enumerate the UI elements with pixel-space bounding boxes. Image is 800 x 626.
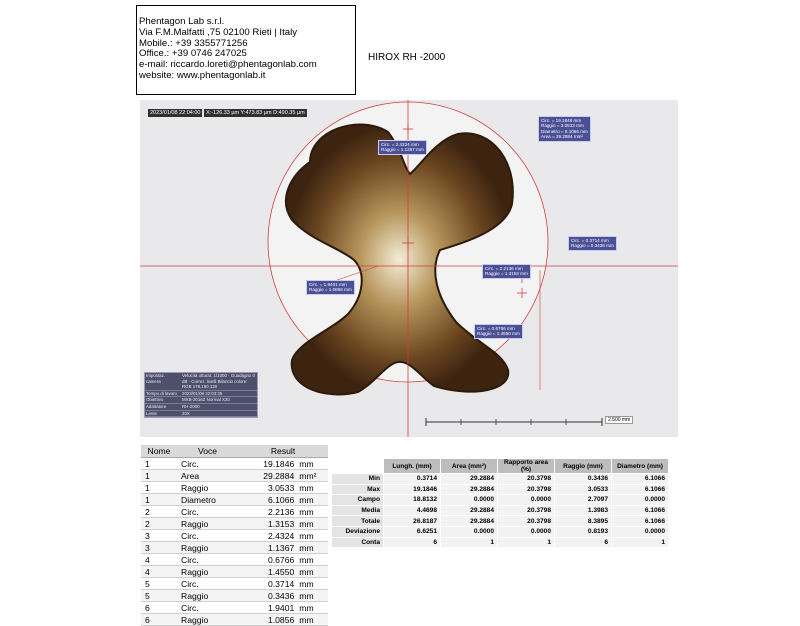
- table-row: [141, 566, 328, 578]
- row-label: Totale: [332, 516, 384, 527]
- tag-line: Raggio = 1.0856 mm: [309, 287, 352, 293]
- table-row: [141, 602, 328, 614]
- stat-cell: 1: [612, 537, 669, 548]
- column-header-area: Area (mm²): [441, 459, 498, 474]
- measurement-tag-4: [482, 264, 531, 279]
- cell-nome: 2: [141, 518, 177, 530]
- table-row: [332, 495, 669, 506]
- cell-voce: Circ.: [177, 530, 238, 542]
- cell-unit: mm: [296, 590, 328, 602]
- cell-nome: 5: [141, 590, 177, 602]
- cell-voce: Circ.: [177, 458, 238, 470]
- cell-value: 0.3714: [238, 578, 296, 590]
- tag-line: Raggio = 1.1367 mm: [381, 147, 424, 153]
- column-header-voce: Voce: [177, 445, 238, 458]
- cell-value: 6.1066: [238, 494, 296, 506]
- statistics-table-header: [332, 459, 669, 474]
- tag-line: Circ. = 19.1846 mm: [541, 118, 582, 123]
- stat-cell: 8.3895: [555, 516, 612, 527]
- results-table-header: [141, 445, 328, 458]
- stat-cell: 20.3798: [498, 474, 555, 485]
- measurement-tag-1: [538, 116, 591, 142]
- results-table: [141, 445, 328, 626]
- stat-cell: 29.2884: [441, 505, 498, 516]
- meta-key: Obiettivo: [146, 397, 164, 403]
- column-header-radius: Raggio (mm): [555, 459, 612, 474]
- stat-cell: 2.7097: [555, 495, 612, 506]
- stat-cell: 0.3436: [555, 474, 612, 485]
- stat-cell: 18.8132: [384, 495, 441, 506]
- cell-voce: Area: [177, 470, 238, 482]
- cell-unit: mm: [296, 542, 328, 554]
- cell-voce: Raggio: [177, 518, 238, 530]
- company-name: Phentagon Lab s.r.l.: [139, 16, 225, 27]
- table-row: [141, 530, 328, 542]
- table-row: [332, 505, 669, 516]
- stat-cell: 0.8193: [555, 526, 612, 537]
- cell-voce: Circ.: [177, 506, 238, 518]
- table-row: [332, 484, 669, 495]
- stat-cell: 1.3983: [555, 505, 612, 516]
- cell-nome: 6: [141, 614, 177, 626]
- stat-cell: 20.3798: [498, 484, 555, 495]
- contact-header-box: [136, 5, 356, 95]
- cell-voce: Circ.: [177, 578, 238, 590]
- stat-cell: 0.0000: [612, 495, 669, 506]
- cell-value: 29.2884: [238, 470, 296, 482]
- cell-nome: 2: [141, 506, 177, 518]
- tag-line: Raggio = 1.4550 mm: [477, 331, 520, 337]
- stat-cell: 0.0000: [612, 526, 669, 537]
- column-header-length: Lungh. (mm): [384, 459, 441, 474]
- stat-cell: 3.0533: [555, 484, 612, 495]
- cell-nome: 3: [141, 530, 177, 542]
- microscope-model: HIROX RH -2000: [368, 52, 446, 63]
- meta-key: Tempo di lavoro: [146, 390, 177, 396]
- stat-cell: 6.1066: [612, 505, 669, 516]
- table-row: [141, 518, 328, 530]
- column-header-area-ratio: Rapporto area (%): [498, 459, 555, 474]
- table-row: [141, 542, 328, 554]
- measurement-tag-3: [568, 236, 617, 251]
- cell-value: 3.0533: [238, 482, 296, 494]
- stat-cell: 0.0000: [498, 495, 555, 506]
- measurement-tag-5: [306, 280, 355, 295]
- table-row: [141, 458, 328, 470]
- stat-cell: 29.2884: [441, 474, 498, 485]
- meta-value: 20X: [182, 410, 190, 416]
- cell-voce: Raggio: [177, 542, 238, 554]
- cell-unit: mm: [296, 506, 328, 518]
- cell-voce: Circ.: [177, 602, 238, 614]
- table-row: [332, 474, 669, 485]
- table-row: [141, 554, 328, 566]
- cell-unit: mm: [296, 602, 328, 614]
- row-label: Campo: [332, 495, 384, 506]
- stat-cell: 19.1846: [384, 484, 441, 495]
- tag-line: Raggio = 0.3436 mm: [571, 243, 614, 249]
- cell-value: 2.2136: [238, 506, 296, 518]
- stat-cell: 0.0000: [498, 526, 555, 537]
- tag-line: Raggio = 3.0533 mm: [541, 123, 584, 129]
- cell-nome: 1: [141, 482, 177, 494]
- stat-cell: 6.1066: [612, 516, 669, 527]
- row-label: Max: [332, 484, 384, 495]
- cell-value: 1.9401: [238, 602, 296, 614]
- scale-bar: [426, 418, 602, 426]
- stat-cell: 29.2884: [441, 484, 498, 495]
- stat-cell: 6.1066: [612, 474, 669, 485]
- cell-nome: 4: [141, 554, 177, 566]
- meta-value: Velocità otturat. 1/1000 · Guadagno 0 dB · Correz. livelli Bilancio colore: RGB 178,150,130: [182, 373, 255, 390]
- stat-cell: 0.0000: [441, 495, 498, 506]
- company-website: website: www.phentagonlab.it: [139, 69, 266, 81]
- cell-unit: mm: [296, 494, 328, 506]
- cell-unit: mm: [296, 518, 328, 530]
- meta-key: Lente: [146, 410, 157, 416]
- cell-value: 19.1846: [238, 458, 296, 470]
- stat-cell: 4.4698: [384, 505, 441, 516]
- cell-nome: 6: [141, 602, 177, 614]
- table-row: [332, 526, 669, 537]
- row-label: Conta: [332, 537, 384, 548]
- cell-value: 0.3436: [238, 590, 296, 602]
- cell-voce: Raggio: [177, 566, 238, 578]
- stat-cell: 20.3798: [498, 516, 555, 527]
- scale-bar-label: 2.500 mm: [605, 416, 633, 424]
- stat-cell: 1: [498, 537, 555, 548]
- stat-cell: 20.3798: [498, 505, 555, 516]
- column-header-diameter: Diametro (mm): [612, 459, 669, 474]
- cell-voce: Raggio: [177, 590, 238, 602]
- tag-line: Circ. = 1.9401 mm: [309, 282, 347, 287]
- tag-line: Circ. = 0.6766 mm: [477, 326, 515, 331]
- microscope-image: [140, 100, 678, 437]
- cell-nome: 1: [141, 470, 177, 482]
- cell-unit: mm: [296, 614, 328, 626]
- measurement-tag-2: [378, 140, 427, 155]
- cell-voce: Diametro: [177, 494, 238, 506]
- cursor-coordinates: X:-126.33 µm Y:473.83 µm D:490.35 µm: [206, 110, 305, 116]
- cell-value: 1.4550: [238, 566, 296, 578]
- cell-nome: 1: [141, 494, 177, 506]
- meta-key: Adattatore: [146, 403, 167, 409]
- stat-cell: 1: [441, 537, 498, 548]
- cell-unit: mm: [296, 554, 328, 566]
- stat-cell: 6.1066: [612, 484, 669, 495]
- row-label: Media: [332, 505, 384, 516]
- measurement-tag-6: [474, 324, 523, 339]
- table-row: [141, 470, 328, 482]
- cell-value: 2.4324: [238, 530, 296, 542]
- table-row: [141, 506, 328, 518]
- row-label: Deviazione: [332, 526, 384, 537]
- cell-unit: mm: [296, 482, 328, 494]
- cell-nome: 5: [141, 578, 177, 590]
- company-mobile: Mobile.: +39 3355771256: [139, 37, 248, 49]
- cell-value: 1.1367: [238, 542, 296, 554]
- company-email: e-mail: riccardo.loreti@phentagonlab.com: [139, 59, 317, 71]
- table-row: [141, 614, 328, 626]
- tag-line: Circ. = 2.4324 mm: [381, 142, 419, 147]
- capture-timestamp: 2023/01/08 22:04:00: [150, 110, 201, 116]
- cell-value: 1.3153: [238, 518, 296, 530]
- row-label: Min: [332, 474, 384, 485]
- column-header-result: Result: [238, 445, 328, 458]
- table-row: [332, 537, 669, 548]
- cell-voce: Circ.: [177, 554, 238, 566]
- meta-value: 2023/01/08 22:03:35: [182, 390, 223, 396]
- tag-line: Circ. = 2.2136 mm: [485, 266, 523, 271]
- stat-cell: 29.2884: [441, 516, 498, 527]
- cell-voce: Raggio: [177, 614, 238, 626]
- cell-voce: Raggio: [177, 482, 238, 494]
- statistics-table: [331, 458, 669, 548]
- capture-settings-panel: [144, 372, 258, 418]
- table-row: [141, 578, 328, 590]
- stats-corner-cell: [332, 459, 384, 474]
- cell-unit: mm: [296, 530, 328, 542]
- column-header-nome: Nome: [141, 445, 177, 458]
- table-row: [141, 494, 328, 506]
- tag-line: Raggio = 1.3153 mm: [485, 271, 528, 277]
- cell-unit: mm: [296, 458, 328, 470]
- cell-nome: 3: [141, 542, 177, 554]
- tag-line: Area = 29.2884 mm²: [541, 134, 584, 140]
- stat-cell: 0.3714: [384, 474, 441, 485]
- stat-cell: 26.8187: [384, 516, 441, 527]
- cell-value: 1.0856: [238, 614, 296, 626]
- company-address: Via F.M.Malfatti ,75 02100 Rieti | Italy: [139, 26, 298, 38]
- cell-nome: 4: [141, 566, 177, 578]
- cell-unit: mm: [296, 566, 328, 578]
- meta-value: MXB-2016Z Normal X20: [182, 397, 230, 403]
- cell-value: 0.6766: [238, 554, 296, 566]
- stat-cell: 6.6251: [384, 526, 441, 537]
- cell-unit: mm: [296, 578, 328, 590]
- table-row: [332, 516, 669, 527]
- cell-nome: 1: [141, 458, 177, 470]
- cell-unit: mm²: [296, 470, 328, 482]
- meta-value: RH-2000: [182, 403, 200, 409]
- company-office: Office.: +39 0746 247025: [139, 48, 247, 60]
- stat-cell: 0.0000: [441, 526, 498, 537]
- meta-key: Impostaz. camera: [146, 373, 166, 384]
- tag-line: Circ. = 0.3714 mm: [571, 238, 609, 243]
- table-row: [141, 482, 328, 494]
- stat-cell: 6: [384, 537, 441, 548]
- tag-line: Diametro = 6.1066 mm: [541, 128, 588, 134]
- stat-cell: 6: [555, 537, 612, 548]
